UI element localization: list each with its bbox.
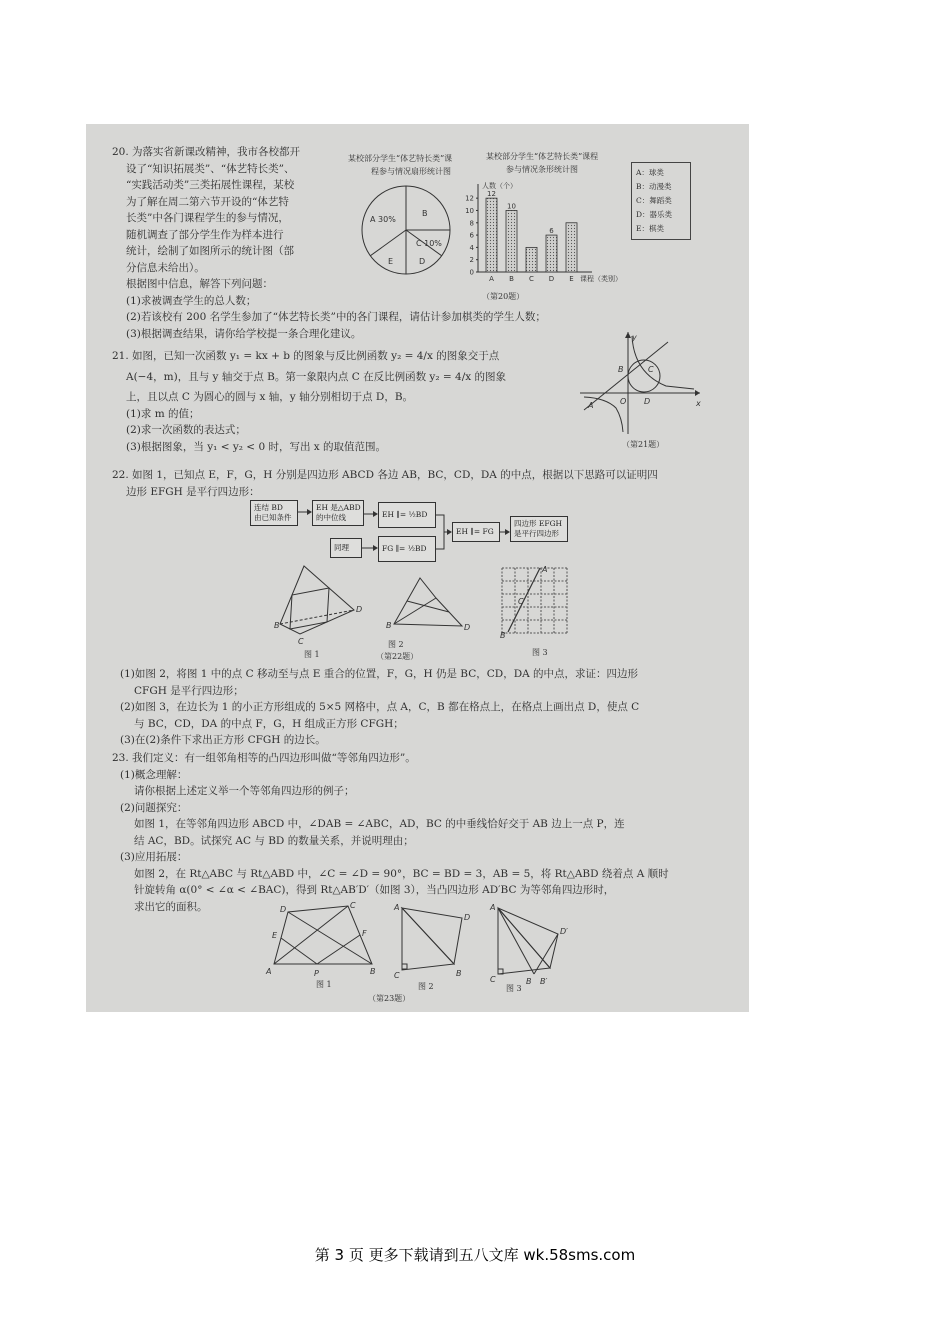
data-label: 12 [487, 190, 496, 199]
point-d-prime-label: D′ [560, 927, 568, 936]
flow-text: EH 是△ABD [316, 503, 361, 512]
point-b-label: B [386, 621, 392, 630]
right-triangle-abc [498, 908, 550, 974]
flow-text: 是平行四边形 [514, 529, 559, 538]
q22-caption: （第22题） [376, 652, 419, 661]
q22-part: (2)如图 3，在边长为 1 的小正方形组成的 5×5 网格中，点 A，C，B 都在格点上，在格点上画出点 D，使点 C [120, 701, 640, 713]
right-triangle-abc [402, 908, 454, 970]
q23-fig1-label: 图 1 [316, 980, 332, 989]
point-b-label: B [456, 969, 462, 978]
segment-ab [508, 568, 540, 632]
q21-line: 21. 如图，已知一次函数 y₁ = kx + b 的图象与反比例函数 y₂ = 4/x 的图象交于点 [112, 350, 500, 362]
q23-caption: （第23题） [368, 994, 411, 1003]
flow-text: 由已知条件 [254, 513, 292, 522]
point-e-label: E [272, 931, 278, 940]
pie-label-b: B [422, 209, 428, 218]
q20-line: 20. 为落实省新课改精神，我市各校都开 [112, 146, 301, 158]
q22-fig3-label: 图 3 [532, 648, 548, 657]
label-a: A [588, 401, 594, 410]
label-x: x [696, 399, 701, 408]
q23-line: 如图 2，在 Rt△ABC 与 Rt△ABD 中，∠C = ∠D = 90°，BC = BD = 3，AB = 5，将 Rt△ABD 绕着点 A 顺时 [134, 867, 669, 880]
point-d-label: D [464, 913, 471, 922]
flow-box-similarly: 同理 [330, 538, 362, 558]
q21-line: 上，且以点 C 为圆心的圆与 x 轴，y 轴分别相切于点 D，B。 [126, 391, 414, 403]
q23-figure-3 [488, 902, 578, 986]
q23-line: (1)概念理解： [120, 768, 188, 781]
point-a-label: A [490, 903, 496, 912]
q22-part: (1)如图 2，将图 1 中的点 C 移动至与点 E 重合的位置，F，G，H 仍是 BC，CD，DA 的中点，求证：四边形 [120, 668, 639, 680]
segment-fig2 [394, 598, 436, 624]
x-tick-label: D [548, 275, 555, 283]
y-tick-label: 0 [469, 268, 474, 277]
q20-line: 根据图中信息，解答下列问题： [126, 278, 273, 290]
point-b-label: B [274, 621, 280, 630]
point-a-label: A [266, 967, 272, 976]
q23-line: 请你根据上述定义举一个等邻角四边形的例子； [134, 785, 355, 797]
q21-caption: （第21题） [622, 440, 665, 449]
label-y: y [632, 333, 637, 342]
flow-arrowhead-icon [373, 545, 378, 551]
q23-line: 求出它的面积。 [134, 900, 208, 913]
page-footer: 第 3 页 更多下载请到五八文库 wk.58sms.com [314, 1246, 636, 1264]
flow-box-eh-half-bd: EH ∥= ½BD [378, 502, 436, 528]
legend-item: D：器乐类 [636, 210, 673, 219]
bar-chart-title-1: 某校部分学生“体艺特长类”课程 [486, 152, 599, 161]
q23-line: (2)问题探究： [120, 801, 188, 814]
quadrilateral-fig2 [394, 578, 462, 626]
q20-line: (1)求被调查学生的总人数； [126, 294, 257, 307]
label-o: O [620, 397, 627, 406]
x-tick-label: A [489, 275, 494, 283]
point-b-prime-label: B′ [540, 977, 548, 986]
x-tick-label: C [529, 275, 534, 283]
q23-line: 如图 1，在等邻角四边形 ABCD 中，∠DAB = ∠ABC，AD，BC 的中垂线恰好交于 AB 边上一点 P，连 [134, 818, 625, 830]
flow-text: 的中位线 [316, 513, 346, 522]
x-axis-label: 课程（类别） [580, 275, 622, 283]
point-b-label: B [500, 631, 506, 640]
label-c: C [648, 365, 654, 374]
point-d-label: D [356, 605, 363, 614]
q20-line: 长类”中各门课程学生的参与情况， [126, 212, 289, 224]
q22-line: 22. 如图 1，已知点 E，F，G，H 分别是四边形 ABCD 各边 AB，BC，CD，DA 的中点，根据以下思路可以证明四 [112, 469, 658, 481]
perpendicular-bisector [317, 935, 360, 964]
diagonal-ac [274, 906, 348, 964]
point-a-label: A [542, 565, 548, 574]
flow-arrowhead-icon [505, 529, 510, 535]
point-d-label: D [464, 623, 471, 632]
point-p-label: P [314, 969, 319, 978]
q23-line: 23. 我们定义：有一组邻角相等的凸四边形叫做“等邻角四边形”。 [112, 752, 416, 764]
flow-arrow [436, 515, 451, 532]
scanned-exam-page [86, 124, 749, 1012]
pie-chart-title-2: 程参与情况扇形统计图 [371, 167, 451, 176]
point-b-label: B [370, 967, 376, 976]
point-c-label: C [394, 971, 400, 980]
q21-line: (2)求一次函数的表达式； [126, 424, 246, 436]
perpendicular-bisector [281, 938, 317, 964]
q21-line: (3)根据图象，当 y₁ < y₂ < 0 时，写出 x 的取值范围。 [126, 440, 387, 453]
data-label: 6 [549, 227, 554, 236]
pie-label-c: C 10% [416, 239, 442, 248]
q22-part: CFGH 是平行四边形； [134, 684, 244, 697]
y-tick-label: 4 [469, 243, 474, 252]
q20-line: “实践活动类”三类拓展性课程，某校 [126, 179, 295, 191]
q23-figure-1 [262, 898, 382, 978]
q20-line: (2)若该校有 200 名学生参加了“体艺特长类”中的各门课程，请估计参加棋类的学生人数； [126, 311, 546, 323]
flow-text: 四边形 EFGH [514, 519, 563, 528]
q22-part: (3)在(2)条件下求出正方形 CFGH 的边长。 [120, 734, 326, 746]
segment-ab-prime [498, 908, 534, 974]
legend-item: B：动漫类 [636, 182, 672, 191]
q20-line: 为了解在周二第六节开设的“体艺特 [126, 195, 289, 208]
legend-item: C：舞蹈类 [636, 196, 672, 205]
q22-figure-2 [382, 574, 472, 640]
y-tick-label: 2 [469, 256, 474, 265]
q20-line: 随机调查了部分学生作为样本进行 [126, 228, 284, 241]
y-tick-label: 8 [469, 219, 474, 228]
q22-part: 与 BC，CD，DA 的中点 F，G，H 组成正方形 CFGH； [134, 717, 404, 730]
flow-arrow [436, 532, 444, 549]
right-triangle-ab-d [498, 908, 558, 968]
point-c-label: C [298, 637, 304, 646]
pie-label-d: D [419, 257, 426, 266]
q23-fig2-label: 图 2 [418, 982, 434, 991]
right-triangle-abd [402, 908, 462, 964]
q22-figure-3-grid [492, 558, 582, 648]
q21-line: A(−4，m)，且与 y 轴交于点 B。第一象限内点 C 在反比例函数 y₂ = 4/x 的图象 [126, 370, 507, 383]
flow-arrowhead-icon [447, 529, 452, 535]
y-axis-label: 人数（个） [482, 182, 517, 190]
flow-arrowhead-icon [373, 511, 378, 517]
q20-line: 分信息未给出）。 [126, 261, 205, 274]
bar-chart-caption: （第20题） [482, 292, 525, 301]
point-d-label: D [280, 905, 287, 914]
q23-line: (3)应用拓展： [120, 851, 188, 863]
point-a-label: A [394, 903, 400, 912]
q22-line: 边形 EFGH 是平行四边形： [126, 485, 260, 498]
label-b: B [618, 365, 624, 374]
label-d: D [644, 397, 651, 406]
q23-line: 针旋转角 α(0° < ∠α < ∠BAC)，得到 Rt△AB′D′（如图 3），当凸四边形 AD′BC 为等邻角四边形时， [134, 884, 615, 896]
pie-chart-title-1: 某校部分学生“体艺特长类”课 [348, 154, 453, 163]
x-tick-label: B [509, 275, 514, 283]
q20-line: (3)根据调查结果，请你给学校提一条合理化建议。 [126, 327, 362, 340]
y-tick-label: 12 [465, 194, 474, 203]
data-label: 10 [507, 202, 516, 211]
q20-line: 统计，绘制了如图所示的统计图（部 [126, 245, 294, 257]
quadrilateral-efgh [290, 588, 329, 629]
pie-label-e: E [388, 257, 394, 266]
q22-fig2-label: 图 2 [388, 640, 404, 649]
q22-fig1-label: 图 1 [304, 650, 320, 659]
flow-box-eh-fg: EH ∥= FG [452, 522, 500, 542]
pie-label-a: A 30% [370, 215, 396, 224]
bar-chart-title-2: 参与情况条形统计图 [506, 165, 578, 174]
point-f-label: F [362, 929, 367, 938]
question-23-text [112, 750, 669, 915]
q23-fig3-label: 图 3 [506, 984, 522, 993]
q23-line: 结 AC，BD。试探究 AC 与 BD 的数量关系，并说明理由； [134, 834, 414, 847]
flow-text: 连结 BD [254, 503, 283, 512]
q21-line: (1)求 m 的值； [126, 407, 200, 420]
point-c-label: C [350, 901, 356, 910]
q23-figure-2 [392, 902, 472, 982]
q22-figure-1 [266, 560, 366, 650]
point-c-label: C [518, 597, 524, 606]
point-b-label: B [526, 977, 532, 986]
y-tick-label: 6 [469, 231, 474, 240]
question-22-parts [120, 666, 639, 749]
q20-line: 设了“知识拓展类”、“体艺特长类”、 [126, 162, 295, 175]
flow-arrowhead-icon [307, 509, 312, 515]
legend-item: A：球类 [636, 168, 664, 177]
x-tick-label: E [569, 275, 574, 283]
right-angle-mark [402, 964, 407, 969]
y-tick-label: 10 [465, 206, 474, 215]
point-c-label: C [490, 975, 496, 984]
flow-box-fg-half-bd: FG ∥= ½BD [378, 536, 436, 562]
legend-item: E：棋类 [636, 224, 664, 233]
